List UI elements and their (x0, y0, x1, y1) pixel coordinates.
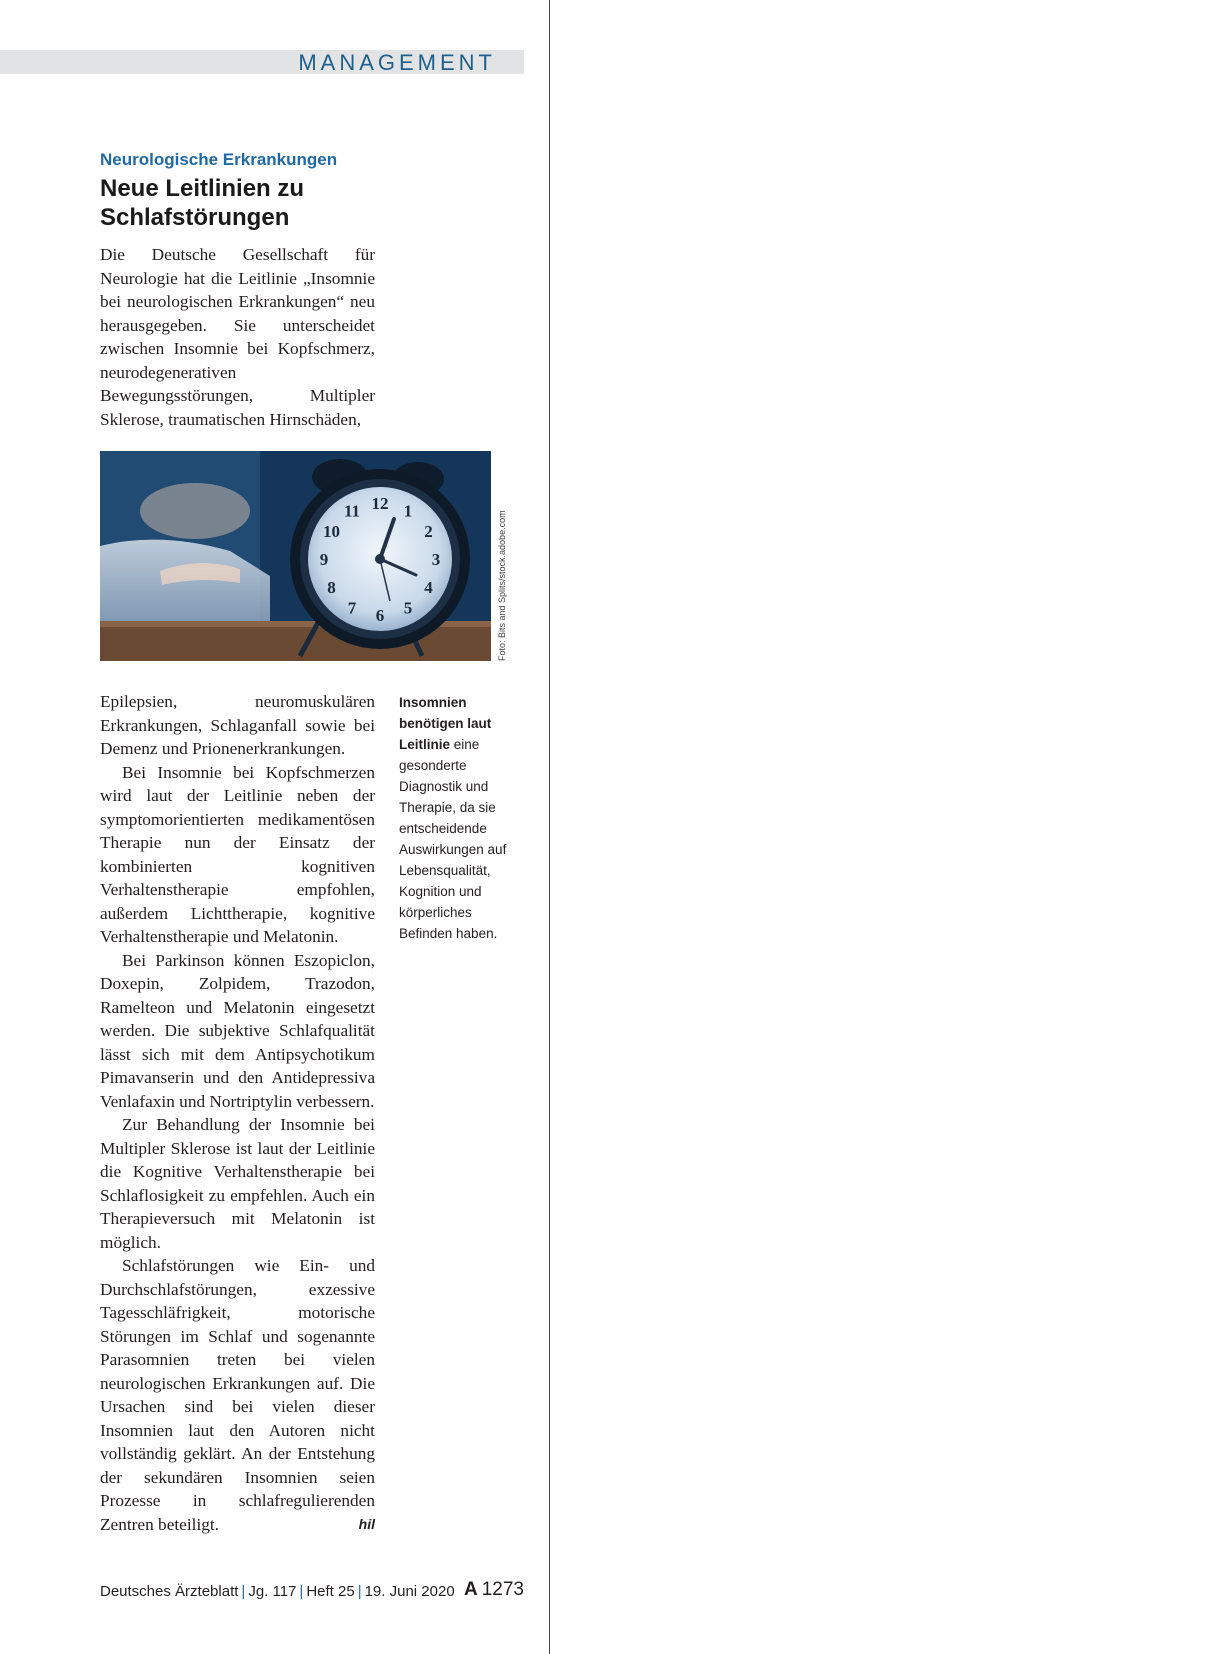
clock-numeral: 7 (347, 598, 357, 618)
footer-issue: Heft 25 (306, 1583, 355, 1600)
page-footer (100, 1579, 524, 1607)
clock-numeral: 5 (403, 598, 413, 618)
article-column-intro (100, 243, 375, 431)
article-column-main (100, 690, 375, 1536)
footer-separator: | (357, 1583, 362, 1600)
body-paragraph: Zur Behandlung der Insomnie bei Multipler Sklerose ist laut der Leitlinie die Kognitive Verhaltenstherapie bei Schlaflosigkeit zu empfehlen. Auch ein Therapieversuch mit Melatonin ist möglich. (100, 1115, 375, 1252)
article-headline: Neue Leitlinien zu Schlafstörungen (100, 175, 305, 231)
footer-date: 19. Juni 2020 (364, 1583, 455, 1600)
alarm-clock-photo (100, 451, 491, 661)
body-paragraph: Epilepsien, neuromuskulären Erkrankungen, Schlaganfall sowie bei Demenz und Prionenerkrankungen. (100, 692, 375, 758)
clock-numeral: 2 (424, 522, 433, 541)
page-number-value: 1273 (481, 1579, 524, 1600)
clock-numeral: 12 (371, 494, 389, 513)
clock-numeral: 3 (431, 550, 441, 569)
section-header-bar (0, 50, 524, 74)
photo-caption (399, 692, 511, 944)
body-paragraph: Bei Parkinson können Eszopiclon, Doxepin, Zolpidem, Trazodon, Ramelteon und Melatonin eingesetzt werden. Die subjektive Schlafqualität lässt sich mit dem Antipsychotikum Pimavanserin und den Antidepressiva Venlafaxin und Nortriptylin verbessern. (100, 950, 375, 1111)
clock-numeral: 4 (424, 578, 433, 597)
section-label: MANAGEMENT (298, 50, 496, 75)
clock-numeral: 11 (343, 501, 361, 521)
body-paragraph: Bei Insomnie bei Kopfschmerzen wird laut der Leitlinie neben der symptomorientierten medikamentösen Therapie nun der Einsatz der kombinierten kognitiven Verhaltenstherapie empfohlen, außerdem Lichttherapie, kognitive Verhaltenstherapie und Melatonin. (100, 762, 375, 946)
clock-numeral: 10 (323, 522, 340, 541)
body-paragraph-final (100, 1254, 375, 1536)
column-divider (549, 0, 550, 1654)
page-prefix: A (463, 1579, 478, 1600)
footer-volume: Jg. 117 (248, 1583, 297, 1600)
author-signature: hil (358, 1515, 375, 1532)
body-paragraph-text: Schlafstörungen wie Ein- und Durchschlafstörungen, exzessive Tagesschläfrigkeit, motorische Störungen im Schlaf und sogenannte Parasomnien treten bei vielen neurologischen Erkrankungen auf. Die Ursachen sind bei vielen dieser Insomnien laut den Autoren nicht vollständig geklärt. An der Entstehung der sekundären Insomnien seien Prozesse in schlafregulierenden Zentren beteiligt. (100, 1256, 375, 1534)
footer-separator: | (299, 1583, 304, 1600)
clock-numeral: 6 (375, 606, 385, 625)
photo-credit: Foto: Bits and Splits/stock.adobe.com (497, 510, 507, 661)
clock-numeral: 1 (403, 501, 413, 521)
intro-paragraph: Die Deutsche Gesellschaft für Neurologie hat die Leitlinie „Insomnie bei neurologischen Erkrankungen“ neu herausgegeben. Sie unterscheidet zwischen Insomnie bei Kopfschmerz, neurodegenerativen Bewegungsstörungen, Multipler Sklerose, traumatischen Hirnschäden, (100, 245, 375, 429)
alarm-clock-illustration (100, 451, 491, 661)
caption-text: eine gesonderte Diagnostik und Therapie, da sie entscheidende Auswirkungen auf Lebensqualität, Kognition und körperliches Befinden haben. (399, 737, 507, 941)
footer-journal: Deutsches Ärzteblatt (100, 1583, 239, 1600)
article-kicker: Neurologische Erkrankungen (100, 150, 338, 169)
clock-numeral: 9 (319, 550, 329, 569)
clock-numeral: 8 (327, 578, 336, 597)
caption-lead: Insomnien benötigen laut Leitlinie (399, 695, 492, 752)
page-number (464, 1579, 524, 1601)
footer-separator: | (241, 1583, 246, 1600)
